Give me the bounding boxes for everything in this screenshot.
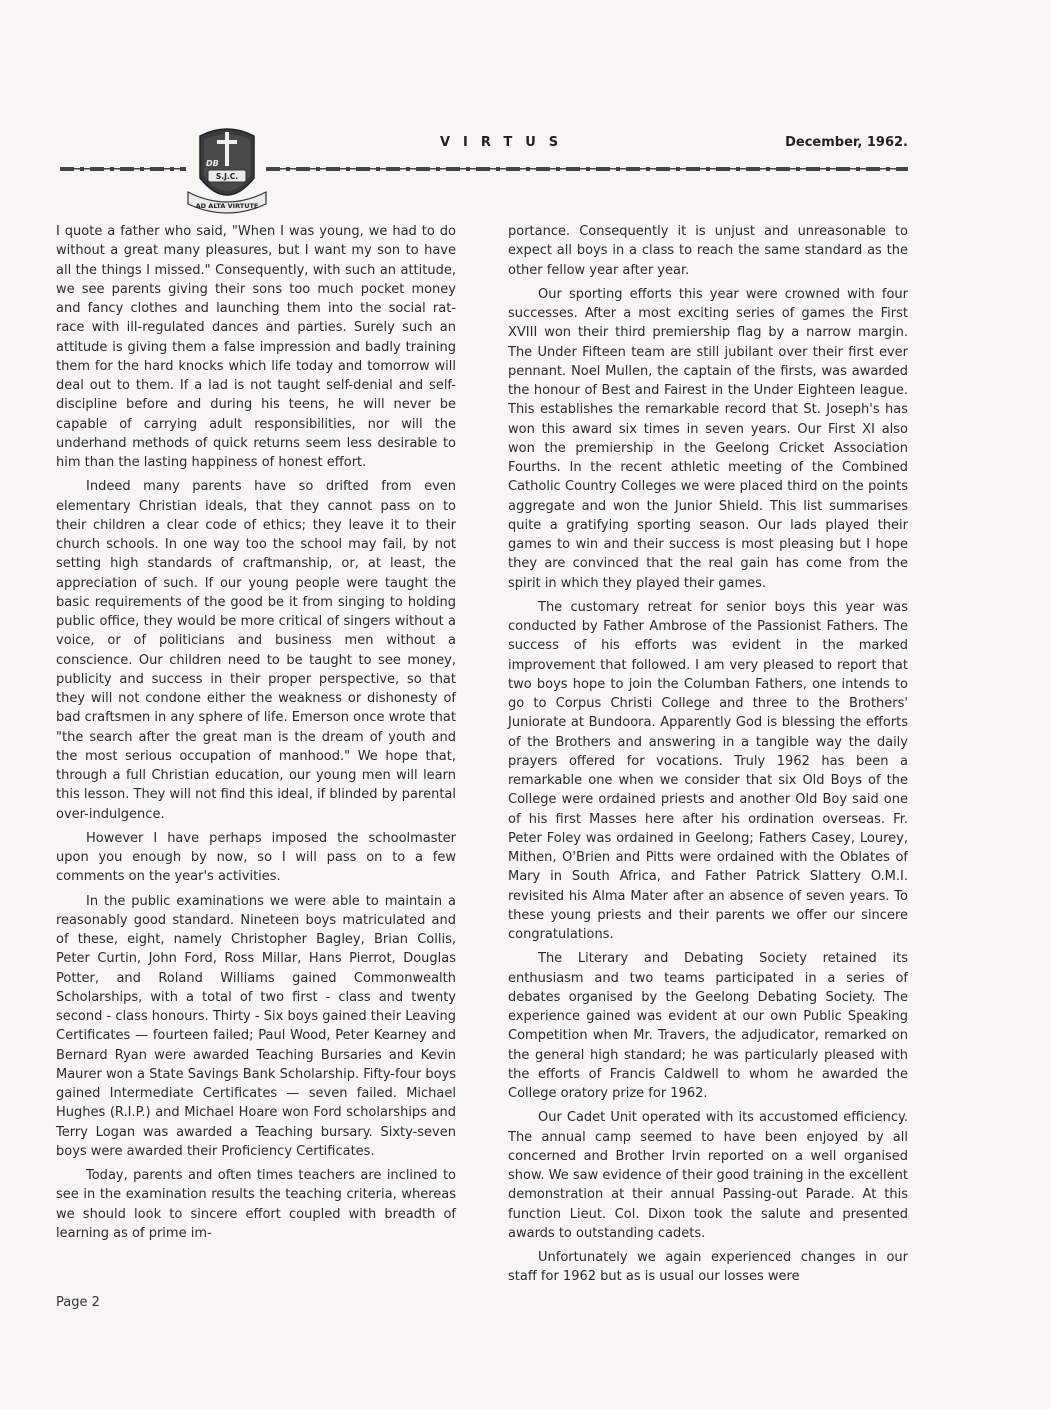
paragraph: Our Cadet Unit operated with its accustomed efficiency. The annual camp seemed to have been enjoyed by all concerned and Brother Irvin reported on a well organised show. We saw evidence of their good training in the excellent demonstration at their annual Passing-out Parade. At this function Lieut. Col. Dixon took the salute and presented awards to outstanding cadets. (508, 1110, 908, 1241)
paragraph: Indeed many parents have so drifted from even elementary Christian ideals, that they cannot pass on to their children a clear code of ethics; they leave it to their church schools. In one way too the school may fail, by not setting high standards of craftmanship, or, at least, the appreciation of such. If our young people were taught the basic requirements of the good be it from singing to holding public office, they would be more critical of singers without a voice, or of politicians and business men without a conscience. Our children need to be taught to see money, publicity and success in their proper perspective, so that they will not condone either the weakness or dishonesty of bad craftsmen in any sphere of life. Emerson once wrote that "the search after the great man is the dream of youth and the most serious occupation of manhood." We hope that, through a full Christian education, our young men will learn this lesson. They will not find this ideal, if blinded by parental over-indulgence. (56, 479, 456, 822)
college-crest-icon (186, 116, 268, 222)
page-number: Page 2 (56, 1295, 100, 1310)
crest-monogram: DB (206, 159, 219, 168)
issue-date: December, 1962. (785, 135, 908, 150)
left-column (56, 222, 456, 1248)
paragraph: Unfortunately we again experienced changes in our staff for 1962 but as is usual our losses were (508, 1250, 908, 1285)
paragraph: I quote a father who said, "When I was young, we had to do without a great many pleasures, but I want my son to have all the things I missed." Consequently, with such an attitude, we see parents giving their sons too much pocket money and fancy clothes and launching them into the social rat-race with ill-regulated dances and parties. Surely such an attitude is giving them a false impression and badly training them for the hard knocks which life today and tomorrow will deal out to them. If a lad is not taught self-denial and self-discipline before and during his teens, he will never be capable of carrying adult responsibilities, nor will the underhand methods of quick returns seem less desirable to him than the lasting happiness of honest effort. (56, 224, 456, 470)
paragraph: The Literary and Debating Society retained its enthusiasm and two teams participated in a series of debates organised by the Geelong Debating Society. The experience gained was evident at our own Public Speaking Competition when Mr. Travers, the adjudicator, remarked on the general high standard; he was particularly pleased with the efforts of Francis Caldwell to whom he awarded the College oratory prize for 1962. (508, 951, 908, 1101)
paragraph: Today, parents and often times teachers are inclined to see in the examination results the teaching criteria, whereas we should look to sincere effort coupled with breadth of learning as of prime im- (56, 1168, 456, 1241)
crest-motto: AD ALTA VIRTUTE (195, 202, 259, 210)
magazine-title: VIRTUS (440, 135, 572, 150)
paragraph: Our sporting efforts this year were crowned with four successes. After a most exciting series of games the First XVIII won their third premiership flag by a narrow margin. The Under Fifteen team are still jubilant over their first ever pennant. Noel Mullen, the captain of the firsts, was awarded the honour of Best and Fairest in the Under Eighteen league. This establishes the remarkable record that St. Joseph's has won this award six times in seven years. Our First XI also won the premiership in the Geelong Cricket Association Fourths. In the recent athletic meeting of the Combined Catholic Country Colleges we were placed third on the points aggregate and won the Junior Shield. This list summarises quite a gratifying sporting season. Our lads played their games to win and their success is most pleasing but I hope they are convinced that the real gain has come from the spirit in which they played their games. (508, 286, 908, 591)
masthead-rule-left (60, 167, 186, 173)
right-column (508, 222, 908, 1292)
crest-initials: S.J.C. (215, 172, 239, 181)
masthead-rule-right (266, 167, 908, 173)
paragraph: The customary retreat for senior boys this year was conducted by Father Ambrose of the Passionist Fathers. The success of his efforts was evident in the marked improvement that followed. I am very pleased to report that two boys hope to join the Columban Fathers, one intends to go to Corpus Christi College and three to the Brothers' Juniorate at Bundoora. Apparently God is blessing the efforts of the Brothers and answering in a tangible way the daily prayers offered for vocations. Truly 1962 has been a remarkable one when we consider that six Old Boys of the College were ordained priests and another Old Boy said one of his first Masses here after his ordination overseas. Fr. Peter Foley was ordained in Geelong; Fathers Casey, Lourey, Mithen, O'Brien and Pitts were ordained with the Oblates of Mary in South Africa, and Father Patrick Slattery O.M.I. revisited his Alma Mater after an absence of seven years. To these young priests and their parents we offer our sincere congratulations. (508, 599, 908, 942)
paragraph: However I have perhaps imposed the schoolmaster upon you enough by now, so I will pass on to a few comments on the year's activities. (56, 830, 456, 885)
paragraph: portance. Consequently it is unjust and unreasonable to expect all boys in a class to reach the same standard as the other fellow year after year. (508, 224, 908, 278)
paragraph: In the public examinations we were able to maintain a reasonably good standard. Nineteen boys matriculated and of these, eight, namely Christopher Bagley, Brian Collis, Peter Curtin, John Ford, Ross Millar, Hans Pierrot, Douglas Potter, and Roland Williams gained Commonwealth Scholarships, with a total of two first - class and twenty second - class honours. Thirty - Six boys gained their Leaving Certificates — fourteen failed; Paul Wood, Peter Kearney and Bernard Ryan were awarded Teaching Bursaries and Kevin Maurer won a State Savings Bank Scholarship. Fifty-four boys gained Intermediate Certificates — seven failed. Michael Hughes (R.I.P.) and Michael Hoare won Ford scholarships and Terry Logan was awarded a Teaching bursary. Sixty-seven boys were awarded their Proficiency Certificates. (56, 893, 456, 1159)
